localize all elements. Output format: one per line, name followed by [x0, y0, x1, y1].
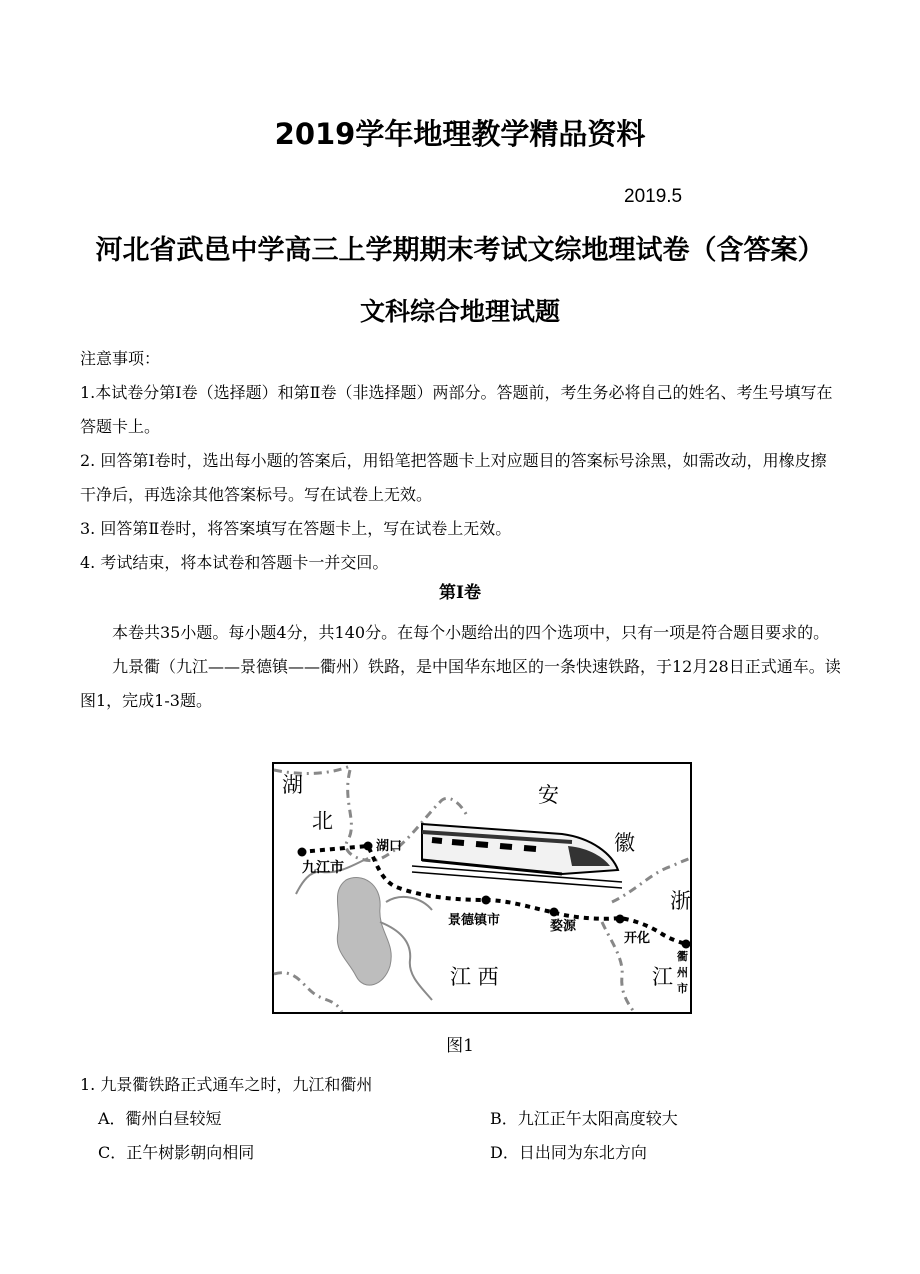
province-label: 江 — [652, 965, 673, 989]
city-dot-hukou — [364, 842, 373, 851]
option-b: B．九江正午太阳高度较大 — [490, 1109, 678, 1128]
city-dot-quzhou — [682, 940, 691, 949]
province-label: 北 — [312, 809, 333, 833]
page-header-title: 2019学年地理教学精品资料 — [274, 117, 646, 151]
exam-subtitle: 文科综合地理试题 — [359, 297, 560, 326]
province-label: 浙 — [670, 889, 691, 913]
intro-paragraph: 本卷共35小题。每小题4分，共140分。在每个小题给出的四个选项中，只有一项是符合题目要求的。 — [112, 623, 830, 642]
notes-item: 4. 考试结束，将本试卷和答题卡一并交回。 — [80, 553, 389, 572]
province-label: 徽 — [614, 831, 635, 855]
city-label: 九江市 — [302, 860, 344, 876]
option-d: D．日出同为东北方向 — [490, 1143, 647, 1162]
city-label: 市 — [677, 982, 688, 995]
city-label: 开化 — [624, 931, 651, 946]
exam-title: 河北省武邑中学高三上学期期末考试文综地理试卷（含答案） — [95, 235, 825, 266]
option-c: C．正午树影朝向相同 — [98, 1143, 255, 1162]
province-label: 安 — [538, 783, 559, 807]
question-1 — [80, 1068, 842, 1170]
province-label: 江 西 — [450, 965, 499, 989]
city-label: 州 — [677, 966, 688, 979]
city-dot-kaihua — [616, 915, 625, 924]
notes-block — [80, 342, 842, 580]
figure-caption: 图1 — [446, 1036, 474, 1056]
section-title: 第Ⅰ卷 — [439, 583, 481, 603]
province-label: 湖 — [282, 773, 303, 797]
notes-item: 1.本试卷分第Ⅰ卷（选择题）和第Ⅱ卷（非选择题）两部分。答题前，考生务必将自己的姓名、考生号填写在答题卡上。 — [80, 383, 833, 436]
railway-map-figure — [272, 762, 692, 1014]
notes-item: 2. 回答第Ⅰ卷时，选出每小题的答案后，用铅笔把答题卡上对应题目的答案标号涂黑，如需改动，用橡皮擦干净后，再选涂其他答案标号。写在试卷上无效。 — [80, 451, 827, 504]
date-label: 2019.5 — [624, 186, 683, 207]
city-label: 衢 — [677, 950, 688, 963]
notes-heading: 注意事项： — [80, 349, 161, 368]
city-label: 景德镇市 — [448, 913, 501, 928]
notes-item: 3. 回答第Ⅱ卷时，将答案填写在答题卡上，写在试卷上无效。 — [80, 519, 512, 538]
intro-block — [80, 616, 842, 718]
city-dot-jingdezhen — [482, 896, 491, 905]
question-stem: 1. 九景衢铁路正式通车之时，九江和衢州 — [80, 1075, 373, 1094]
city-dot-jiujiang — [298, 848, 307, 857]
option-a: A．衢州白昼较短 — [98, 1109, 222, 1128]
intro-paragraph: 九景衢（九江——景德镇——衢州）铁路，是中国华东地区的一条快速铁路，于12月28日正式通车。读图1，完成1-3题。 — [80, 657, 841, 710]
city-label: 湖口 — [376, 839, 403, 854]
city-dot-wuyuan — [550, 908, 559, 917]
city-label: 婺源 — [550, 919, 577, 934]
